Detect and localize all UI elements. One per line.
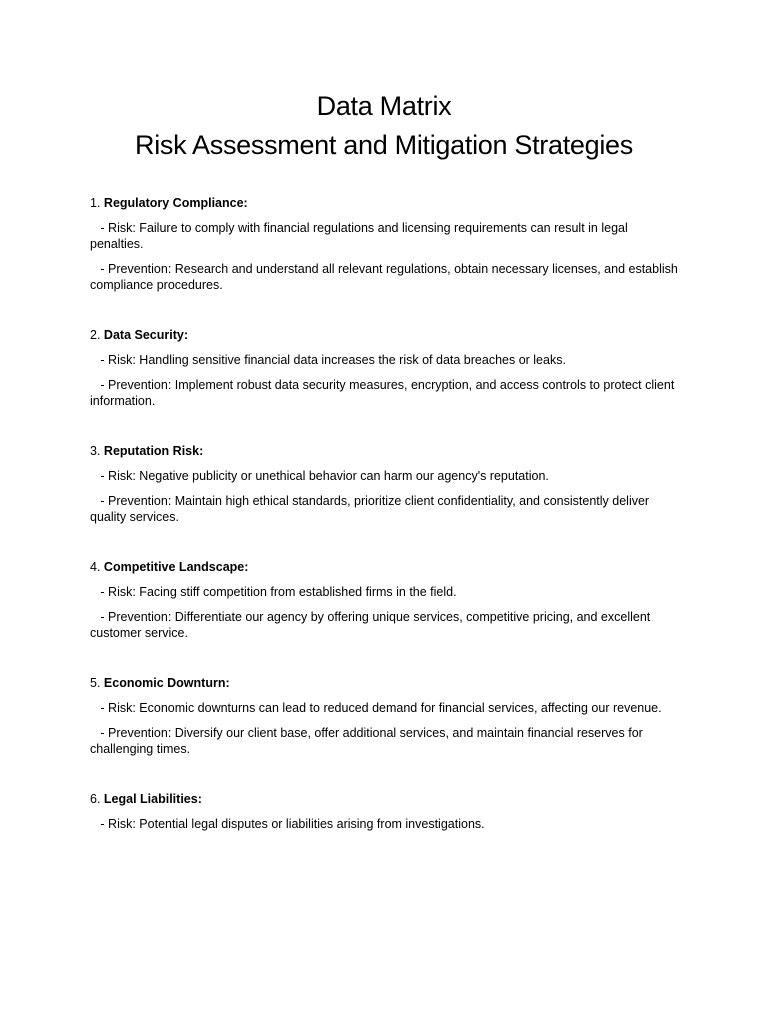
section-title: Competitive Landscape: (103, 560, 249, 574)
section-competitive-landscape (90, 559, 678, 641)
section-heading (90, 675, 678, 691)
section-number: 4. (90, 560, 101, 574)
section-number: 5. (90, 676, 101, 690)
prevention-text: - Prevention: Implement robust data security measures, encryption, and access controls to protect client information. (90, 378, 678, 408)
risk-text: - Risk: Economic downturns can lead to reduced demand for financial services, affecting our revenue. (90, 701, 662, 715)
sections-list (90, 195, 682, 832)
prevention-text: - Prevention: Diversify our client base, offer additional services, and maintain financial reserves for challenging times. (90, 726, 647, 756)
section-title: Regulatory Compliance: (103, 196, 248, 210)
prevention-text: - Prevention: Research and understand all relevant regulations, obtain necessary licenses, and establish compliance procedures. (90, 262, 682, 292)
document-title: Data Matrix (316, 91, 452, 121)
section-reputation-risk (90, 443, 678, 525)
section-legal-liabilities (90, 791, 678, 832)
section-number: 1. (90, 196, 101, 210)
risk-text: - Risk: Potential legal disputes or liabilities arising from investigations. (90, 817, 485, 831)
section-regulatory-compliance (90, 195, 682, 293)
section-economic-downturn (90, 675, 678, 757)
section-title: Legal Liabilities: (103, 792, 202, 806)
section-data-security (90, 327, 678, 409)
section-number: 3. (90, 444, 101, 458)
section-heading (90, 195, 678, 211)
prevention-text: - Prevention: Differentiate our agency by offering unique services, competitive pricing, and excellent customer service. (90, 610, 654, 640)
section-heading (90, 443, 678, 459)
section-number: 6. (90, 792, 101, 806)
section-title: Data Security: (103, 328, 188, 342)
prevention-text: - Prevention: Maintain high ethical standards, prioritize client confidentiality, and consistently deliver quality services. (90, 494, 653, 524)
risk-text: - Risk: Handling sensitive financial data increases the risk of data breaches or leaks. (90, 353, 566, 367)
section-title: Economic Downturn: (103, 676, 230, 690)
risk-text: - Risk: Negative publicity or unethical behavior can harm our agency's reputation. (90, 469, 549, 483)
section-heading (90, 559, 678, 575)
section-number: 2. (90, 328, 101, 342)
section-title: Reputation Risk: (103, 444, 204, 458)
section-heading (90, 791, 678, 807)
section-heading (90, 327, 678, 343)
risk-text: - Risk: Failure to comply with financial regulations and licensing requirements can result in legal penalties. (90, 221, 632, 251)
document-subtitle: Risk Assessment and Mitigation Strategies (135, 130, 633, 160)
risk-text: - Risk: Facing stiff competition from established firms in the field. (90, 585, 457, 599)
